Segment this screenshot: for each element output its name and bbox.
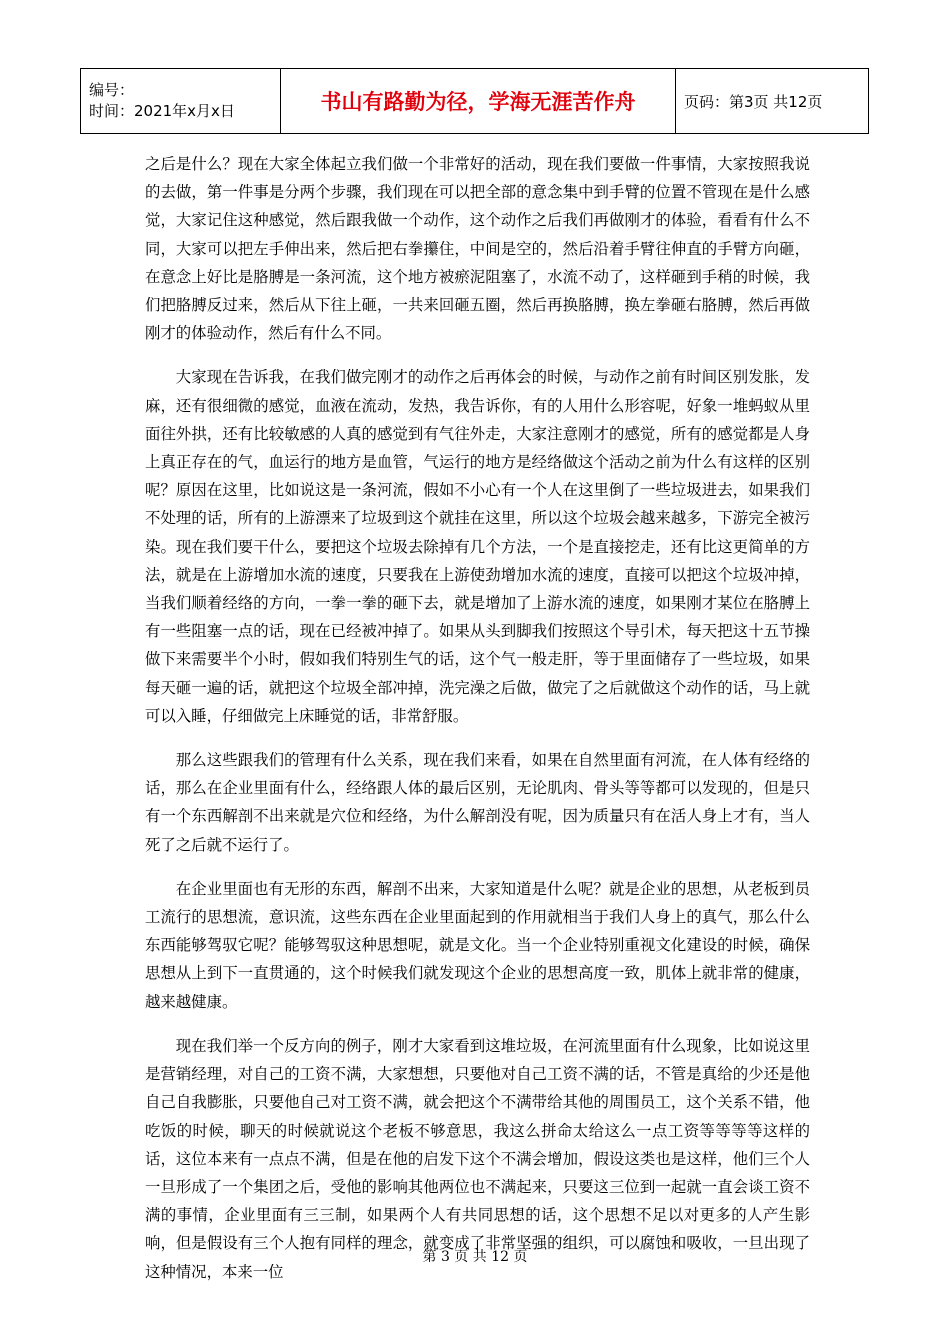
document-body	[145, 150, 810, 1302]
header-motto: 书山有路勤为径，学海无涯苦作舟	[281, 69, 676, 134]
paragraph: 那么这些跟我们的管理有什么关系，现在我们来看，如果在自然里面有河流，在人体有经络的话，那么在企业里面有什么，经络跟人体的最后区别，无论肌肉、骨头等等都可以发现的，但是只有一个东西解剖不出来就是穴位和经络，为什么解剖没有呢，因为质量只有在活人身上才有，当人死了之后就不运行了。	[145, 751, 810, 854]
paragraph: 在企业里面也有无形的东西，解剖不出来，大家知道是什么呢？就是企业的思想，从老板到员工流行的思想流，意识流，这些东西在企业里面起到的作用就相当于我们人身上的真气，那么什么东西能够驾驭它呢？能够驾驭这种思想呢，就是文化。当一个企业特别重视文化建设的时候，确保思想从上到下一直贯通的，这个时候我们就发现这个企业的思想高度一致，肌体上就非常的健康，越来越健康。	[145, 879, 810, 1011]
header-page-code: 页码：第3页 共12页	[676, 69, 869, 134]
paragraph: 现在我们举一个反方向的例子，刚才大家看到这堆垃圾，在河流里面有什么现象，比如说这里是营销经理，对自己的工资不满，大家想想，只要他对自己工资不满的话，不管是真给的少还是他自己自我膨胀，只要他自己对工资不满，就会把这个不满带给其他的周围员工，这个关系不错，他吃饭的时候，聊天的时候就说这个老板不够意思，我这么拼命太给这么一点工资等等等等这样的话，这位本来有一点点不满，但是在他的启发下这个不满会增加，假设这类也是这样，他们三个人一旦形成了一个集团之后，受他的影响其他两位也不满起来，只要这三位到一起就一直会谈工资不满的事情，企业里面有三三制，如果两个人有共同思想的话，这个思想不足以对更多的人产生影响，但是假设有三个人抱有同样的理念，就变成了非常坚强的组织，可以腐蚀和吸收，一旦出现了这种情况，本来一位	[145, 1036, 810, 1281]
paragraph: 大家现在告诉我，在我们做完刚才的动作之后再体会的时候，与动作之前有时间区别发胀，发麻，还有很细微的感觉，血液在流动，发热，我告诉你，有的人用什么形容呢，好象一堆蚂蚁从里面往外拱，还有比较敏感的人真的感觉到有气往外走，大家注意刚才的感觉，所有的感觉都是人身上真正存在的气，血运行的地方是血管，气运行的地方是经络做这个活动之前为什么有这样的区别呢？原因在这里，比如说这是一条河流，假如不小心有一个人在这里倒了一些垃圾进去，如果我们不处理的话，所有的上游漂来了垃圾到这个就挂在这里，所以这个垃圾会越来越多，下游完全被污染。现在我们要干什么，要把这个垃圾去除掉有几个方法，一个是直接挖走，还有比这更简单的方法，就是在上游增加水流的速度，只要我在上游使劲增加水流的速度，直接可以把这个垃圾冲掉，当我们顺着经络的方向，一拳一拳的砸下去，就是增加了上游水流的速度，如果刚才某位在胳膊上有一些阻塞一点的话，现在已经被冲掉了。如果从头到脚我们按照这个导引术，每天把这十五节操做下来需要半个小时，假如我们特别生气的话，这个气一般走肝，等于里面储存了一些垃圾，如果每天砸一遍的话，就把这个垃圾全部冲掉，洗完澡之后做，做完了之后就做这个动作的话，马上就可以入睡，仔细做完上床睡觉的话，非常舒服。	[145, 368, 810, 725]
paragraph: 之后是什么？现在大家全体起立我们做一个非常好的活动，现在我们要做一件事情，大家按照我说的去做，第一件事是分两个步骤，我们现在可以把全部的意念集中到手臂的位置不管现在是什么感觉，大家记住这种感觉，然后跟我做一个动作，这个动作之后我们再做刚才的体验，看看有什么不同，大家可以把左手伸出来，然后把右拳攥住，中间是空的，然后沿着手臂往伸直的手臂方向砸，在意念上好比是胳膊是一条河流，这个地方被瘀泥阻塞了，水流不动了，这样砸到手稍的时候，我们把胳膊反过来，然后从下往上砸，一共来回砸五圈，然后再换胳膊，换左拳砸右胳膊，然后再做刚才的体验动作，然后有什么不同。	[145, 155, 810, 343]
header-info-cell	[81, 69, 281, 134]
document-number-label: 编号：	[89, 81, 135, 99]
page-header	[80, 68, 869, 134]
document-time-label: 时间：2021年x月x日	[89, 102, 235, 120]
page-footer: 第 3 页 共 12 页	[422, 1249, 528, 1265]
